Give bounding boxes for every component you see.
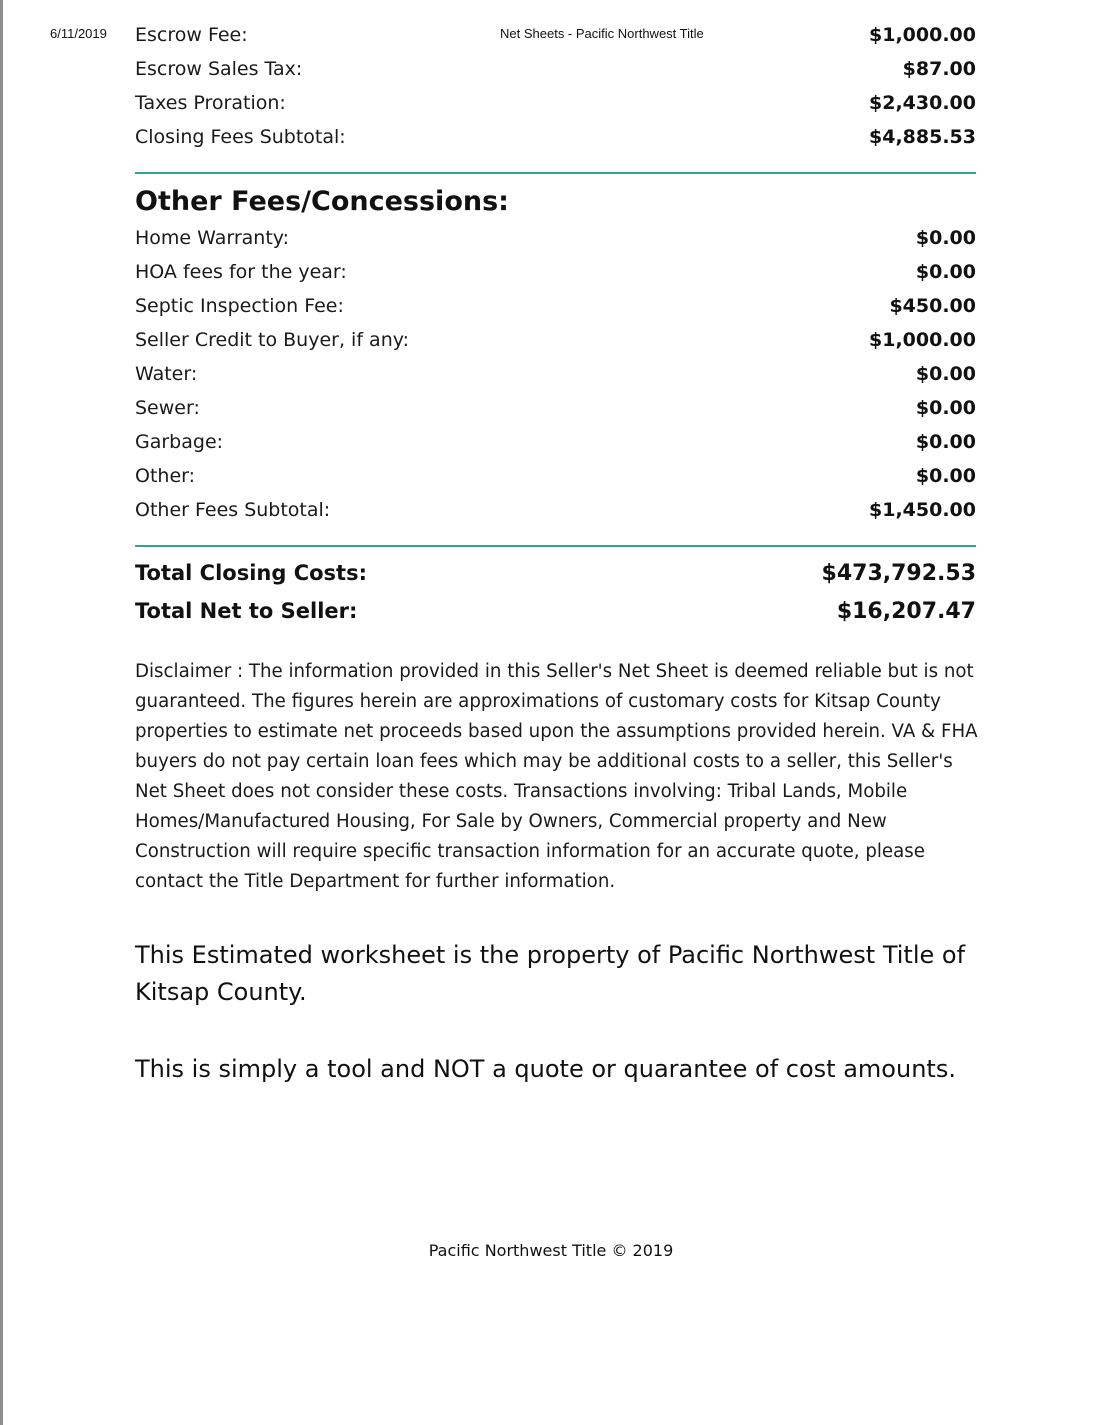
fee-label: Septic Inspection Fee: <box>135 295 344 317</box>
fee-label: Escrow Sales Tax: <box>135 58 303 80</box>
fee-label: Seller Credit to Buyer, if any: <box>135 329 409 351</box>
total-net-to-seller-row <box>135 599 976 637</box>
print-header-title: Net Sheets - Pacific Northwest Title <box>500 26 704 41</box>
fee-value: $0.00 <box>915 465 976 487</box>
other-fees-section <box>135 227 976 533</box>
fee-value: $1,000.00 <box>869 329 976 351</box>
fee-row-water <box>135 363 976 397</box>
total-net-to-seller-label: Total Net to Seller: <box>135 599 358 623</box>
fee-label: Closing Fees Subtotal: <box>135 126 346 148</box>
fee-label: HOA fees for the year: <box>135 261 347 283</box>
fee-label: Escrow Fee: <box>135 24 248 46</box>
fee-label: Home Warranty: <box>135 227 290 249</box>
total-closing-costs-label: Total Closing Costs: <box>135 561 367 585</box>
fee-label: Garbage: <box>135 431 224 453</box>
section-divider <box>135 172 976 174</box>
fee-value: $2,430.00 <box>869 92 976 114</box>
fee-row-taxes-proration <box>135 92 976 126</box>
fee-value: $450.00 <box>889 295 976 317</box>
section-divider <box>135 545 976 547</box>
property-statement: This Estimated worksheet is the property of Pacific Northwest Title of Kitsap County. <box>135 941 966 1006</box>
page-edge-divider <box>0 0 3 1425</box>
fee-row-hoa-fees <box>135 261 976 295</box>
fee-row-closing-fees-subtotal <box>135 126 976 160</box>
footer-copyright: Pacific Northwest Title © 2019 <box>428 1241 674 1260</box>
fee-row-seller-credit <box>135 329 976 363</box>
fee-value: $87.00 <box>902 58 976 80</box>
fee-row-sewer <box>135 397 976 431</box>
fee-value: $0.00 <box>915 397 976 419</box>
total-closing-costs-value: $473,792.53 <box>821 561 976 586</box>
fee-value: $1,450.00 <box>869 499 976 521</box>
fee-value: $4,885.53 <box>869 126 976 148</box>
net-sheet-content <box>135 24 976 1088</box>
fee-value: $0.00 <box>915 227 976 249</box>
fee-row-other <box>135 465 976 499</box>
fee-row-other-fees-subtotal <box>135 499 976 533</box>
fee-row-escrow-sales-tax <box>135 58 976 92</box>
fee-row-home-warranty <box>135 227 976 261</box>
totals-section <box>135 561 976 637</box>
fee-label: Sewer: <box>135 397 200 419</box>
fee-label: Water: <box>135 363 198 385</box>
total-closing-costs-row <box>135 561 976 599</box>
fee-value: $1,000.00 <box>869 24 976 46</box>
print-header-date: 6/11/2019 <box>50 26 107 41</box>
fee-label: Other: <box>135 465 196 487</box>
fee-row-escrow-fee <box>135 24 976 58</box>
closing-fees-section <box>135 24 976 160</box>
fee-value: $0.00 <box>915 431 976 453</box>
fee-row-garbage <box>135 431 976 465</box>
fee-value: $0.00 <box>915 363 976 385</box>
total-net-to-seller-value: $16,207.47 <box>836 599 976 624</box>
other-fees-heading: Other Fees/Concessions: <box>135 186 509 217</box>
fee-label: Taxes Proration: <box>135 92 286 114</box>
fee-row-septic-inspection <box>135 295 976 329</box>
fee-label: Other Fees Subtotal: <box>135 499 331 521</box>
fee-value: $0.00 <box>915 261 976 283</box>
disclaimer-text: Disclaimer : The information provided in this Seller's Net Sheet is deemed reliable but is not guaranteed. The figures herein are approximations of customary costs for Kitsap County properties to estimate net proceeds based upon the assumptions provided herein. VA & FHA buyers do not pay certain loan fees which may be additional costs to a seller, this Seller's Net Sheet does not consider these costs. Transactions involving: Tribal Lands, Mobile Homes/Manufactured Housing, For Sale by Owners, Commercial property and New Construction will require specific transaction information for an accurate quote, please contact the Title Department for further information. <box>135 661 978 892</box>
tool-statement: This is simply a tool and NOT a quote or quarantee of cost amounts. <box>135 1055 956 1083</box>
